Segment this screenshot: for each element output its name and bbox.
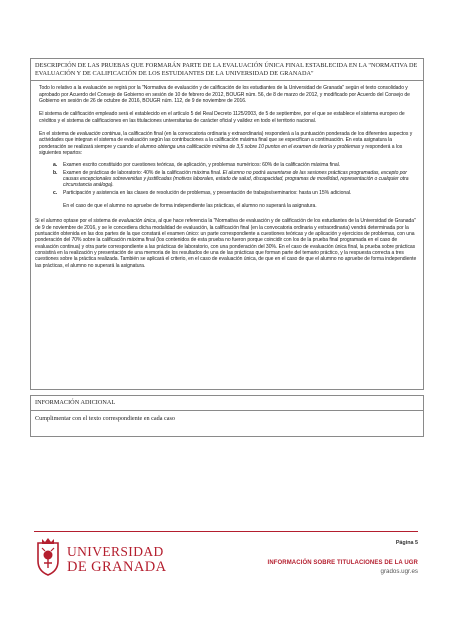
list-marker: a.: [53, 162, 58, 169]
list-item: [53, 162, 415, 168]
paragraph-evaluacion-continua: [39, 131, 415, 156]
section-title: DESCRIPCIÓN DE LAS PRUEBAS QUE FORMARÁN PARTE DE LA EVALUACIÓN ÚNICA FINAL ESTABLECIDA EN LA "NORMATIVA DE EVALUACIÓN Y DE CALIFICACIÓN DE LOS ESTUDIANTES DE LA UNIVERSIDAD DE GRANADA": [31, 59, 423, 81]
page-number: Página 5: [395, 540, 418, 546]
text-span: Examen escrito constituido por cuestiones teóricas, de aplicación, y problemas numéricos: 60% de la calificación máxima final.: [63, 162, 341, 169]
text-span: Examen de prácticas de laboratorio: 40% de la calificación máxima final.: [63, 169, 223, 176]
university-logo: [34, 537, 234, 591]
text-span: evaluación única: [118, 218, 156, 225]
list-item: [53, 170, 415, 189]
crest-icon: [34, 537, 62, 577]
university-name: [67, 544, 166, 575]
footer-right: [268, 540, 418, 575]
additional-info-section: [30, 395, 424, 437]
weighting-list: [39, 162, 415, 196]
info-title: INFORMACIÓN ADICIONAL: [31, 396, 423, 411]
university-name-line1: UNIVERSIDAD: [67, 544, 164, 559]
paragraph-normativa: Todo lo relativo a la evaluación se regirá por la "Normativa de evaluación y de calificación de los estudiantes de la Universidad de Granada" según el texto consolidado y aprobado por Acuerdo del Consejo de Gobierno en sesión de 10 de febrero de 2012, BOUGR núm. 56, de 8 de marzo de 2012, y modificado por Acuerdo del Consejo de Gobierno en sesión de 26 de octubre de 2016, BOUGR núm. 112, de 9 de noviembre de 2016.: [39, 85, 410, 104]
text-span: , la calificación final (en la convocatoria ordinaria y extraordinaria) responderá a la puntuación ponderada de los diferentes aspectos y actividades que integran el sistema de evaluación según las contribuciones a la calificación máxima final que se especifican a continuación. En esta asignatura la ponderación se realizará siempre y cuando: [39, 130, 413, 150]
list-text: [63, 170, 415, 189]
text-span: evaluación continua: [76, 130, 121, 137]
list-item: [53, 190, 415, 196]
footer-website-link[interactable]: grados.ugr.es: [380, 568, 418, 575]
text-span: el alumno obtenga una calificación mínima de 3,5 sobre 10 puntos en el examen de teoría y problemas: [134, 143, 361, 150]
university-name-line2: DE GRANADA: [67, 558, 167, 575]
list-text: [63, 190, 415, 196]
footer-divider: [34, 531, 418, 532]
list-marker: b.: [53, 169, 58, 176]
list-marker: c.: [53, 189, 58, 196]
evaluation-section: [30, 58, 424, 390]
text-span: Participación y asistencia en las clases de resolución de problemas, y presentación de trabajos/seminarios: hasta un 15% adicional.: [63, 189, 352, 196]
info-body: Cumplimentar con el texto correspondiente en cada caso: [35, 414, 176, 422]
list-text: [63, 162, 415, 168]
text-span: , al que hace referencia la "Normativa de evaluación y de calificación de los estudiantes de la Universidad de Granada" de 9 de noviembre de 2016, y se le concediera dicha modalidad de evaluación, la calificación final (en la convocatoria ordinaria y extraordinaria) vendrá determinada por la puntuación obtenida en las dos partes de la que constará el examen único: un parte correspondiente a cuestiones teóricas y de aplicación y ejercicios de problemas, con una ponderación del 70% sobre la calificación máxima final (los contenidos de esta prueba no fueron porque coincidir con los de la prueba final programada en el caso de evaluación continua) y otra parte correspondiente a las prácticas de laboratorio, con una ponderación del 30%. En el caso de evaluación única final, la prueba sobre prácticas consistirá en la realización y presentación de una memoria de los resultados de una de las prácticas que forman parte del temario práctico, y la respuesta correcta a tres cuestiones sobre la práctica realizada. También se aplicará el criterio, en el caso de evaluación única, de que en el caso de que el alumno no apruebe de forma independiente las prácticas, el alumno no superará la asignatura.: [35, 218, 417, 269]
paragraph-evaluacion-unica: [31, 218, 423, 269]
text-span: El alumno no podrá ausentarse de las sesiones prácticas programadas, excepto por causas excepcionales sobrevenidas y justificadas (motivos laborales, estado de salud, discapacidad, programas de movilidad, representación o cualquier otra circunstancia análoga).: [63, 169, 409, 189]
paragraph-calificacion: El sistema de calificación empleado será el establecido en el artículo 5 del Real Decreto 1125/2003, de 5 de septiembre, por el que se establece el sistema europeo de créditos y el sistema de calificaciones en las titulaciones universitarias de carácter oficial y validez en todo el territorio nacional.: [39, 111, 405, 124]
text-span: En el sistema de: [39, 130, 77, 137]
paragraph-practicas: En el caso de que el alumno no apruebe de forma independiente las prácticas, el alumno no superará la asignatura.: [63, 203, 317, 209]
text-span: y responderá a los siguientes repartos:: [39, 143, 403, 156]
footer-info-line: INFORMACIÓN SOBRE TITULACIONES DE LA UGR: [267, 560, 418, 566]
text-span: Si el alumno optase por el sistema de: [35, 218, 119, 225]
section-body: [31, 85, 423, 269]
